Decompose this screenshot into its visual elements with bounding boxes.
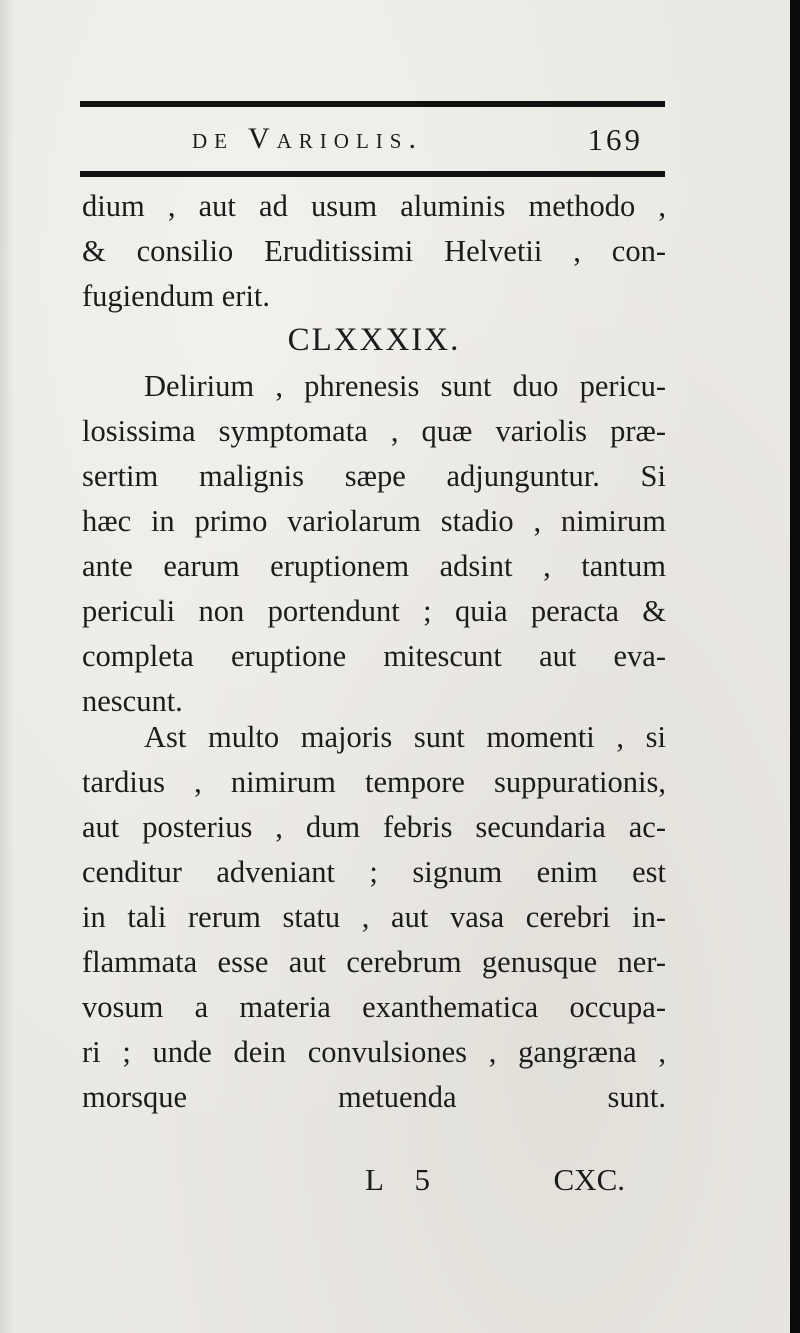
text-line: in tali rerum statu , aut vasa cerebri in- — [82, 900, 666, 934]
text-line: & consilio Eruditissimi Helvetii , con- — [82, 234, 666, 268]
running-head — [80, 122, 665, 162]
paragraph-3 — [82, 715, 666, 1120]
text-line: Ast multo majoris sunt momenti , si — [144, 720, 666, 754]
page-number: 169 — [587, 122, 643, 157]
section-heading: CLXXXIX. — [287, 322, 461, 358]
text-line: ri ; unde dein convulsiones , gangræna , — [82, 1035, 666, 1069]
page-edge-border — [790, 0, 800, 1333]
text-line: morsque metuenda sunt. — [82, 1080, 666, 1114]
header-rule-top — [80, 101, 665, 107]
text-line: flammata esse aut cerebrum genusque ner- — [82, 945, 666, 979]
text-line: aut posterius , dum febris secundaria ac- — [82, 810, 666, 844]
text-line: completa eruptione mitescunt aut eva- — [82, 639, 666, 673]
text-line: periculi non portendunt ; quia peracta & — [82, 594, 666, 628]
text-line: sertim malignis sæpe adjunguntur. Si — [82, 459, 666, 493]
text-line: Delirium , phrenesis sunt duo pericu- — [144, 369, 666, 403]
text-line: cenditur adveniant ; signum enim est — [82, 855, 666, 889]
signature-mark: L 5 — [365, 1162, 443, 1197]
text-line: vosum a materia exanthematica occupa- — [82, 990, 666, 1024]
text-line: dium , aut ad usum aluminis methodo , — [82, 189, 666, 223]
paragraph-2 — [82, 364, 666, 724]
text-line: losissima symptomata , quæ variolis præ- — [82, 414, 666, 448]
header-rule-bottom — [80, 171, 665, 177]
paragraph-1 — [82, 184, 666, 319]
text-line: ante earum eruptionem adsint , tantum — [82, 549, 666, 583]
running-head-title: de Variolis. — [192, 122, 423, 155]
catchword: CXC. — [553, 1162, 625, 1197]
text-line: tardius , nimirum tempore suppurationis, — [82, 765, 666, 799]
page-footer — [80, 1162, 665, 1202]
text-line: fugiendum erit. — [82, 279, 271, 313]
page-gutter-shadow — [0, 0, 14, 1333]
text-line: nescunt. — [82, 684, 183, 718]
text-line: hæc in primo variolarum stadio , nimirum — [82, 504, 666, 538]
